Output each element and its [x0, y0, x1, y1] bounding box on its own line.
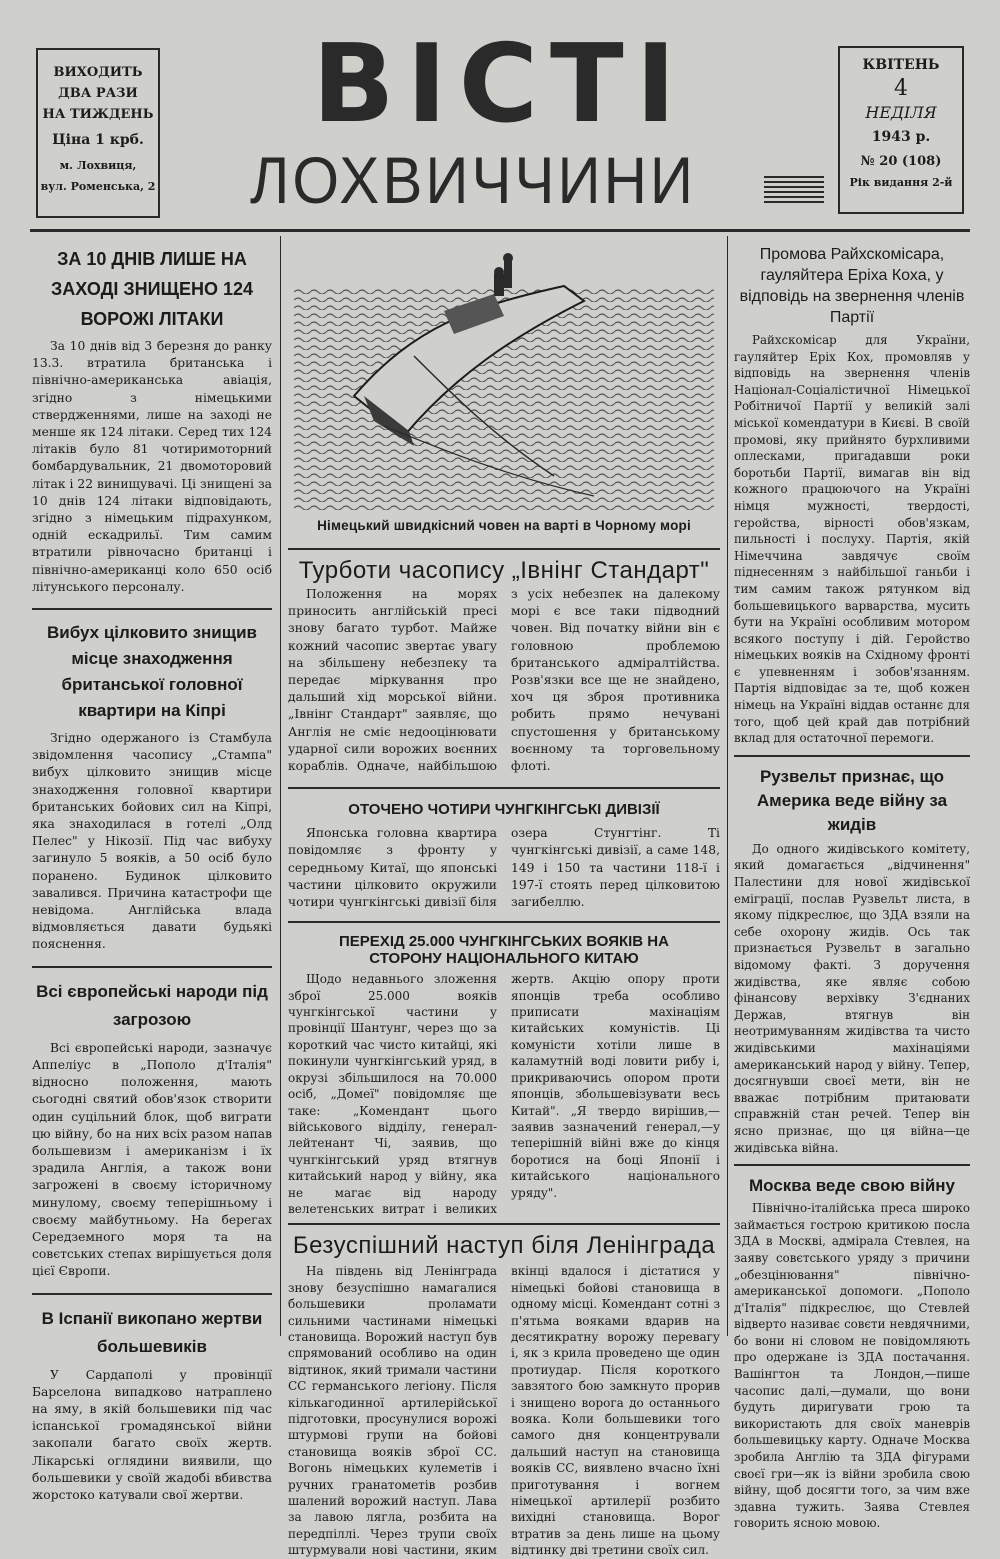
frequency-line-3: НА ТИЖДЕНЬ	[42, 107, 154, 122]
photo-caption: Німецький швидкісний човен на варті в Чорному морі	[317, 518, 691, 533]
article-title-moscow: Москва веде свою війну	[749, 1176, 955, 1196]
article-body-chungking-divisions	[288, 825, 720, 911]
decorative-hatch	[764, 176, 824, 206]
year: 1943 р.	[871, 129, 931, 145]
article-body-defection	[288, 971, 720, 1217]
article-body-aircraft	[32, 338, 272, 596]
article-title-aircraft: ЗА 10 ДНІВ ЛИШЕ НА ЗАХОДІ ЗНИЩЕНО 124 ВОРОЖІ ЛІТАКИ	[51, 249, 253, 329]
column-rule-right	[727, 236, 728, 1336]
weekday: НЕДІЛЯ	[865, 103, 937, 122]
issue-date-box	[838, 46, 964, 214]
article-text-moscow: Північно-італійська преса широко займається гострою критикою посла ЗДА в Москві, адмірала Стевлея, на заяву совєтського уряду з причини „обезцінювання" північно-американської допомоги. „Пополо д'Італія" підкреслює, що Стевлей відверто називає совєти невдячними, бо вони ні словом не повідомляють про одержане із ЗДА постачання. Вашінгтон та Лондон,—пише часопис далі,—думали, що вони будуть диригувати грою та використають для своїх маневрів большевицьку карту. Одначе Москва зробила Англію та ЗДА фігурами своєї гри—як із війни зробила свою війну, щоб досягти того, за чим вже здавна тужить. Заява Стевлея говорить ясною мовою.	[734, 1201, 970, 1531]
article-text-spain: У Сардаполі у провінції Барселона випадково натраплено на яму, в якій большевики під час іспанської громадянської війни закопали багато своїх жертв. Лікарські оглядини виявили, що большевики у своїй жадобі вбивства жорстоко катували свої жертви.	[32, 1367, 272, 1502]
month: КВІТЕНЬ	[862, 57, 940, 73]
speedboat-illustration	[294, 246, 714, 512]
masthead-rule	[30, 229, 970, 232]
article-body-evening-standard	[288, 586, 720, 775]
newspaper-subtitle: ЛОХВИЧЧИНИ	[249, 143, 697, 218]
day: 4	[894, 76, 908, 101]
article-text-evening-standard: Положення на морях приносить англійській пресі знову багато турбот. Майже кожний часопис звертає увагу на збільшену небезпеку та передає міркування про дальший хід морської війни. „Івнінг Стандарт" заявляє, що Англія не сміє недооцінювати ударної сили ворожих воєнних кораблів. Одначе, найбільшою з усіх небезпек на далекому морі є все таки підводний човен. Від початку війни він є головною проблемою британського адміралтійства. Розв'язки все ще не знайдено, хоч ця зброя противника робить прямо нечувані спустошення у британському воєнному та торговельному флоті.	[288, 587, 720, 774]
address-street: вул. Роменська, 2	[40, 180, 156, 193]
publication-info-box	[36, 48, 160, 218]
article-title-cyprus: Вибух цілковито знищив місце знаходження британської головної квартири на Кіпрі	[46, 623, 257, 721]
article-title-evening-standard: Турботи часопису „Івнінг Стандарт"	[298, 557, 710, 584]
article-text-defection: Щодо недавнього зложення зброї 25.000 вояків чунгкінгської частини у провінції Шантунг, через що за короткий час чисто китайці, які покинули чунгкінгський уряд, в окрузі збільшилося на 70.000 осіб, „Домеї" повідомляє ще таке: „Комендант цього військового відділу, генерал-лейтенант Чі, заявив, що чунгкінгський уряд втягнув китайський народ у війну, яка не магає від народу велетенських витрат і великих жертв. Акцію опору проти японців треба особливо приписати махінаціям китайських комуністів. Ці комуністи хотіли лише в каламутній воді ловити рибу і, прикриваючись опором проти японців, збольшевізувати весь Китай". „Я твердо вирішив,—заявив зазначений генерал,—у теперішній війні вже до кінця боротися на боці Японії і китайського національного уряду".	[288, 972, 720, 1216]
article-text-europe: Всі європейські народи, зазначує Аппеліус в „Пополо д'Італія" відносно положення, мають сьогодні святий обов'язок створити один суцільний блок, щоб виграти цю війну, бо на них всіх разом напав большевизм і американізм і їх зрадила Англія, а також вони загрожені в своєму історичному минулому, своєму теперішньому і своєму майбутньому. На берегах Середземного моря та на совєтських степах вирішується доля цієї Європи.	[32, 1040, 272, 1279]
article-title-roosevelt: Рузвельт признає, що Америка веде війну за жидів	[756, 766, 948, 834]
article-body-moscow	[734, 1200, 970, 1532]
middle-column	[288, 238, 720, 1559]
issue-number: № 20 (108)	[860, 154, 942, 169]
column-rule-left	[280, 236, 281, 1336]
article-text-chungking-divisions: Японська головна квартира повідомляє з фронту у середньому Китаї, що японські частини цілковито окружили чотири чунгкінгські дивізії біля озера Стунгтінг. Ті чунгкінгські дивізії, а саме 148, 149 і 150 та частини 118-ї і 197-ї стоять перед цілковитою загибеллю.	[288, 826, 720, 910]
article-title-europe: Всі європейські народи під загрозою	[36, 981, 268, 1029]
article-body-europe	[32, 1040, 272, 1281]
article-body-cyprus	[32, 730, 272, 954]
article-title-leningrad: Безуспішний наступ біля Ленінграда	[292, 1232, 716, 1260]
article-body-leningrad	[288, 1263, 720, 1558]
article-title-defection: ПЕРЕХІД 25.000 ЧУНГКІНГСЬКИХ ВОЯКІВ НА СТОРОНУ НАЦІОНАЛЬНОГО КИТАЮ	[339, 933, 669, 968]
article-text-koch-speech: Райхскомісар для України, гауляйтер Еріх Кох, промовляв у відповідь на звернення членів Націонал-Соціалістичної Німецької Робітничої Партії у великій залі міської комендатури в Києві. В своїй промові, яку прийнято бурхливими оплесками, пригадавши роки боротьби Партії, вимагав він від кожного працюючого на Україні німця мужності, твердості, геройства, вірності обов'язкам, пильності і послуху. Партія, якій Німеччина завдячує своїм піднесенням з найбільшої ганьби і тим самим також рятунком від большевицького варварства, мусить бути на Україні особливим мотором всякого поступу і дій. Геройство німецьких вояків на Східному фронті є упевненням і зобов'язанням. Партія відповідає за те, щоб кожен німець на Україні віддав останнє для того, щоб цей край дав потрібний вклад для остаточної перемоги.	[734, 333, 970, 746]
article-title-spain: В Іспанії викопано жертви большевиків	[41, 1308, 263, 1356]
article-text-cyprus: Згідно одержаного із Стамбула звідомлення часопису „Стампа" вибух цілковито знищив місце знаходження головної квартири британських бойових сил на Кіпрі, яка знаходилася в готелі „Олд Пелес" у Нікозії. Під час вибуху загинуло 5 вояків, а 50 осіб було поранено. Будинок цілковито завалився. Причина катастрофи ще невідома. Англійська влада відмовляється давати будьякі пояснення.	[32, 731, 272, 952]
article-text-aircraft: За 10 днів від 3 березня до ранку 13.3. втратила британська і північно-американська авіація, згідно з німецькими ствердженнями, лише на заході не менше як 124 літаки. Серед тих 124 літаків було 81 чотиримоторний бомбардувальник, 21 двомоторовий літак і 22 винищувачі. Ці знищені за 10 днів 124 літаки відповідають, згідно з німецьким підрахунком, одній ескадрильї. Тим самим втратили рівночасно британці і північно-американці коло 650 осіб літунського персоналу.	[32, 339, 272, 594]
price: Ціна 1 крб.	[52, 132, 144, 148]
address-city: м. Лохвиця,	[59, 159, 137, 172]
boat-photo	[294, 246, 714, 512]
left-column	[32, 238, 272, 1504]
article-text-leningrad: На південь від Ленінграда знову безуспішно намагалися большевики проламати сильними частинами німецькі становища. Ворожий наступ був спрямований особливо на один відтинок, який тримали частини СС германського легіону. Після кількагодинної артилерійської підготовки, просунулися ворожі штурмові групи на бойові становища вояків зброї СС. Вогонь німецьких кулеметів і ручних гранатометів розбив шалений ворожий наступ. Лава за лавою лягла, розбита на передпіллі. Через трупи своїх штурмували нові частини, яким вкінці вдалося і дістатися у німецькі бойові становища в одному місці. Комендант сотні з п'ятьма вояками вдарив на десятикратну ворожу перевагу і, як з крила проведено ще один протиудар. Після короткого завзятого бою замкнуто прорив і знищено ворога до останнього вояка. Коли большевики того самого дня концентрували дальший наступ на становища вояків СС, виявлено вчасно їхні приготування і вогнем німецької артилерії розбито вихідні становища. Ворог втратив за день лише на цьому відтинку дві третини своїх сил.	[288, 1264, 720, 1558]
article-body-koch-speech	[734, 332, 970, 747]
right-column	[734, 238, 970, 1532]
article-title-chungking-divisions: ОТОЧЕНО ЧОТИРИ ЧУНГКІНГСЬКІ ДИВІЗІЇ	[348, 801, 660, 819]
article-body-roosevelt	[734, 841, 970, 1156]
frequency-line-1: ВИХОДИТЬ	[53, 65, 143, 80]
article-body-spain	[32, 1367, 272, 1505]
article-title-koch-speech: Промова Райхскомісара, гауляйтера Еріха Коха, у відповідь на звернення членів Партії	[739, 246, 965, 326]
edition-year: Рік видання 2-й	[849, 176, 953, 189]
newspaper-title: ВІСТІ	[312, 22, 688, 147]
article-text-roosevelt: До одного жидівського комітету, який домагається „відчинення" Палестини для нової жидівської еміграції, послав Рузвельт листа, в якому підкреслює, що ЗДА взяли на себе охорону жидів. Ось так признається Рузвельт в загально відомому факті. З доручення жидівства, яке являє собою фінансову верхівку З'єднаних Держав, втягнув він неотримуванням жидівства та чисто жидівськими махінаціями американський народ у війну. Тепер, досягнувши своєї мети, він не вважає потрібним притаювати справжній стан речей. Тепер він ясно признає, що ця війна—це жидівська війна.	[734, 841, 970, 1155]
frequency-line-2: ДВА РАЗИ	[58, 86, 138, 101]
